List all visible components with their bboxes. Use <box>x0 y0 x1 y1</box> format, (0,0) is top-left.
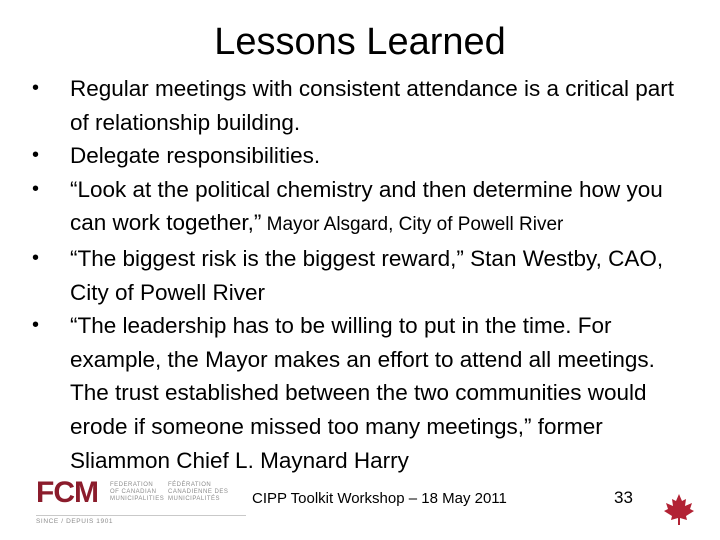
bullet-text: “The leadership has to be willing to put in the time. For example, the Mayor makes an effort to attend all meetings. The trust established between the two communities would erode if someone missed too many meetings,” former Sliammon Chief L. Maynard Harry <box>70 313 655 473</box>
fcm-since: SINCE / DEPUIS 1901 <box>36 518 114 525</box>
bullet-text: Regular meetings with consistent attendance is a critical part of relationship building. <box>70 76 675 135</box>
bullet-item <box>30 139 690 173</box>
bullet-attribution: Mayor Alsgard, City of Powell River <box>261 214 564 236</box>
page-number: 33 <box>614 488 633 507</box>
bullet-item <box>30 173 690 242</box>
bullet-text: “The biggest risk is the biggest reward,” Stan Westby, CAO, City of Powell River <box>70 245 664 305</box>
bullet-list <box>30 72 690 477</box>
logo-divider <box>36 515 246 516</box>
footer-event: CIPP Toolkit Workshop – 18 May 2011 <box>252 490 507 507</box>
fcm-logo <box>36 476 229 509</box>
bullet-glyph: • <box>32 144 40 167</box>
bullet-glyph: • <box>32 314 40 337</box>
maple-leaf-icon <box>662 492 696 531</box>
bullet-glyph: • <box>32 246 40 269</box>
slide-title: Lessons Learned <box>214 21 506 63</box>
fcm-logo-english: FEDERATION OF CANADIAN MUNICIPALITIES <box>110 482 165 502</box>
bullet-item <box>30 72 690 139</box>
fcm-logo-letters: FCM <box>36 476 98 509</box>
fcm-logo-french: FÉDÉRATION CANADIENNE DES MUNICIPALITÉS <box>168 482 229 502</box>
bullet-glyph: • <box>32 177 40 200</box>
bullet-text: Delegate responsibilities. <box>70 143 321 169</box>
bullet-text: “Look at the political chemistry and then determine how you can work together,” <box>70 176 663 236</box>
bullet-glyph: • <box>32 77 40 99</box>
bullet-item <box>30 242 690 309</box>
bullet-item <box>30 309 690 477</box>
